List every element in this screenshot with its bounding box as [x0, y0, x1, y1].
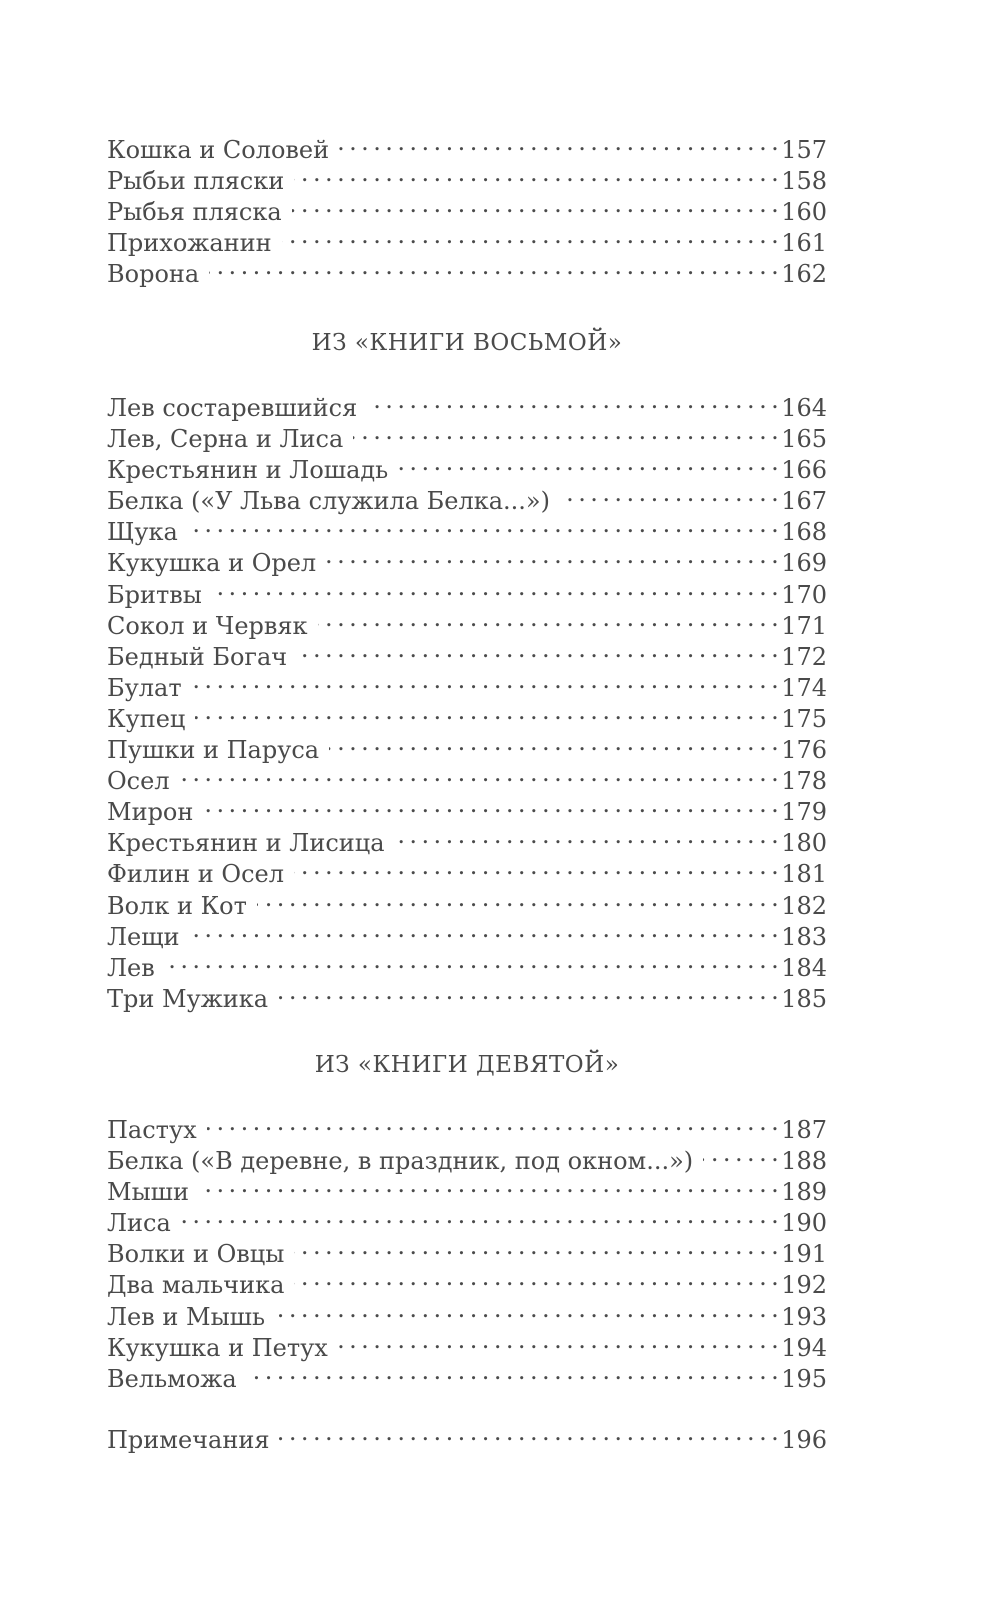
dot-leader: [297, 634, 779, 665]
entry-title: Три Мужика: [107, 984, 269, 1013]
dot-leader: [181, 1200, 779, 1231]
dot-leader: [203, 789, 779, 820]
entry-page-number: 196: [781, 1426, 827, 1454]
toc-entry: [107, 976, 827, 1013]
entry-page-number: 166: [781, 456, 827, 485]
entry-title: Рыбьи пляски: [107, 167, 285, 196]
toc-entry: [107, 251, 827, 289]
entry-title: Щука: [107, 518, 178, 547]
entry-title: Лев и Мышь: [107, 1302, 266, 1331]
toc-entry: [107, 509, 827, 547]
toc-entry: [107, 1200, 827, 1238]
toc-section-book-nine: [107, 1107, 827, 1393]
entry-page-number: 190: [781, 1209, 827, 1238]
entry-page-number: 165: [781, 425, 827, 454]
dot-leader: [703, 1138, 779, 1169]
toc-section-1: [107, 127, 827, 289]
dot-leader: [199, 1169, 779, 1200]
dot-leader: [560, 478, 779, 509]
toc-entry: [107, 758, 827, 796]
toc-entry: [107, 1169, 827, 1207]
entry-title: Волк и Кот: [107, 891, 247, 920]
toc-entry: [107, 603, 827, 640]
entry-title: Филин и Осел: [107, 860, 284, 889]
entry-title: Кукушка и Орел: [107, 549, 317, 578]
entry-title: Лещи: [107, 922, 180, 951]
dot-leader: [294, 851, 779, 882]
dot-leader: [367, 385, 779, 416]
toc-entry: [107, 385, 827, 422]
entry-page-number: 182: [781, 891, 827, 920]
entry-page-number: 181: [781, 860, 827, 889]
entry-page-number: 193: [781, 1302, 827, 1331]
dot-leader: [339, 127, 779, 158]
entry-title: Лев: [107, 953, 155, 982]
dot-leader: [294, 1231, 779, 1262]
entry-title: Мыши: [107, 1178, 189, 1207]
entry-page-number: 169: [781, 549, 827, 578]
toc-entry: [107, 1107, 827, 1144]
toc-entry: [107, 696, 827, 733]
entry-page-number: 179: [781, 798, 827, 827]
entry-page-number: 188: [781, 1147, 827, 1176]
toc-entry: [107, 789, 827, 827]
entry-page-number: 175: [781, 704, 827, 733]
entry-title: Пастух: [107, 1116, 197, 1144]
dot-leader: [207, 1107, 780, 1138]
entry-page-number: 176: [781, 736, 827, 765]
toc-entry: [107, 727, 827, 765]
dot-leader: [282, 220, 780, 251]
toc-section-notes: [107, 1417, 827, 1454]
entry-title: Белка («У Льва служила Белка...»): [107, 487, 550, 516]
dot-leader: [279, 1417, 779, 1448]
dot-leader: [294, 1262, 779, 1293]
entry-page-number: 192: [781, 1271, 827, 1300]
dot-leader: [195, 696, 779, 727]
dot-leader: [257, 883, 779, 914]
toc-entry: [107, 572, 827, 609]
entry-title: Рыбья пляска: [107, 198, 282, 227]
entry-title: Сокол и Червяк: [107, 611, 308, 640]
entry-page-number: 180: [781, 829, 827, 858]
dot-leader: [165, 945, 779, 976]
dot-leader: [395, 820, 780, 851]
entry-title: Примечания: [107, 1426, 270, 1454]
entry-page-number: 158: [781, 167, 827, 196]
toc-entry: [107, 540, 827, 578]
entry-page-number: 170: [781, 580, 827, 609]
toc-entry: [107, 1231, 827, 1269]
entry-page-number: 189: [781, 1178, 827, 1207]
entry-page-number: 184: [781, 953, 827, 982]
entry-page-number: 185: [781, 984, 827, 1013]
dot-leader: [398, 447, 779, 478]
entry-page-number: 167: [781, 487, 827, 516]
entry-page-number: 168: [781, 518, 827, 547]
dot-leader: [294, 158, 779, 189]
toc-entry: [107, 127, 827, 164]
entry-title: Купец: [107, 704, 186, 733]
dot-leader: [326, 540, 779, 571]
entry-page-number: 195: [781, 1364, 827, 1393]
entry-title: Кошка и Соловей: [107, 136, 330, 164]
section-heading-book-eight: ИЗ «КНИГИ ВОСЬМОЙ»: [311, 330, 623, 356]
entry-title: Бедный Богач: [107, 642, 288, 671]
entry-title: Прихожанин: [107, 229, 272, 258]
entry-title: Лиса: [107, 1209, 171, 1238]
entry-page-number: 194: [781, 1333, 827, 1362]
dot-leader: [292, 189, 780, 220]
entry-title: Осел: [107, 767, 170, 796]
entry-title: Пушки и Паруса: [107, 736, 320, 765]
entry-page-number: 174: [781, 673, 827, 702]
dot-leader: [318, 603, 780, 634]
entry-title: Кукушка и Петух: [107, 1333, 328, 1362]
dot-leader: [329, 727, 779, 758]
toc-entry: [107, 945, 827, 982]
entry-page-number: 187: [781, 1116, 827, 1144]
dot-leader: [209, 251, 779, 282]
dot-leader: [278, 976, 779, 1007]
toc-entry: [107, 665, 827, 702]
dot-leader: [180, 758, 780, 789]
entry-page-number: 164: [781, 394, 827, 422]
entry-page-number: 160: [781, 198, 827, 227]
toc-entry: [107, 1417, 827, 1454]
dot-leader: [338, 1325, 779, 1356]
dot-leader: [275, 1294, 779, 1325]
entry-title: Булат: [107, 673, 182, 702]
entry-title: Крестьянин и Лисица: [107, 829, 385, 858]
entry-page-number: 171: [781, 611, 827, 640]
entry-page-number: 191: [781, 1240, 827, 1269]
entry-page-number: 178: [781, 767, 827, 796]
toc-section-book-eight: [107, 385, 827, 1013]
entry-title: Два мальчика: [107, 1271, 285, 1300]
entry-title: Крестьянин и Лошадь: [107, 456, 389, 485]
toc-entry: [107, 1138, 827, 1176]
dot-leader: [190, 914, 780, 945]
entry-page-number: 161: [781, 229, 827, 258]
entry-title: Белка («В деревне, в праздник, под окном...»): [107, 1147, 694, 1176]
entry-page-number: 172: [781, 642, 827, 671]
entry-title: Бритвы: [107, 580, 202, 609]
dot-leader: [353, 416, 779, 447]
dot-leader: [247, 1356, 780, 1387]
entry-title: Ворона: [107, 260, 200, 289]
dot-leader: [188, 509, 779, 540]
entry-title: Вельможа: [107, 1364, 237, 1393]
entry-title: Мирон: [107, 798, 194, 827]
entry-page-number: 162: [781, 260, 827, 289]
dot-leader: [192, 665, 780, 696]
entry-page-number: 183: [781, 922, 827, 951]
dot-leader: [212, 572, 779, 603]
toc-entry: [107, 820, 827, 858]
entry-title: Лев состаревшийся: [107, 394, 358, 422]
section-heading-book-nine: ИЗ «КНИГИ ДЕВЯТОЙ»: [314, 1052, 620, 1078]
entry-title: Волки и Овцы: [107, 1240, 285, 1269]
entry-title: Лев, Серна и Лиса: [107, 425, 344, 454]
toc-entry: [107, 914, 827, 951]
entry-page-number: 157: [781, 136, 827, 164]
